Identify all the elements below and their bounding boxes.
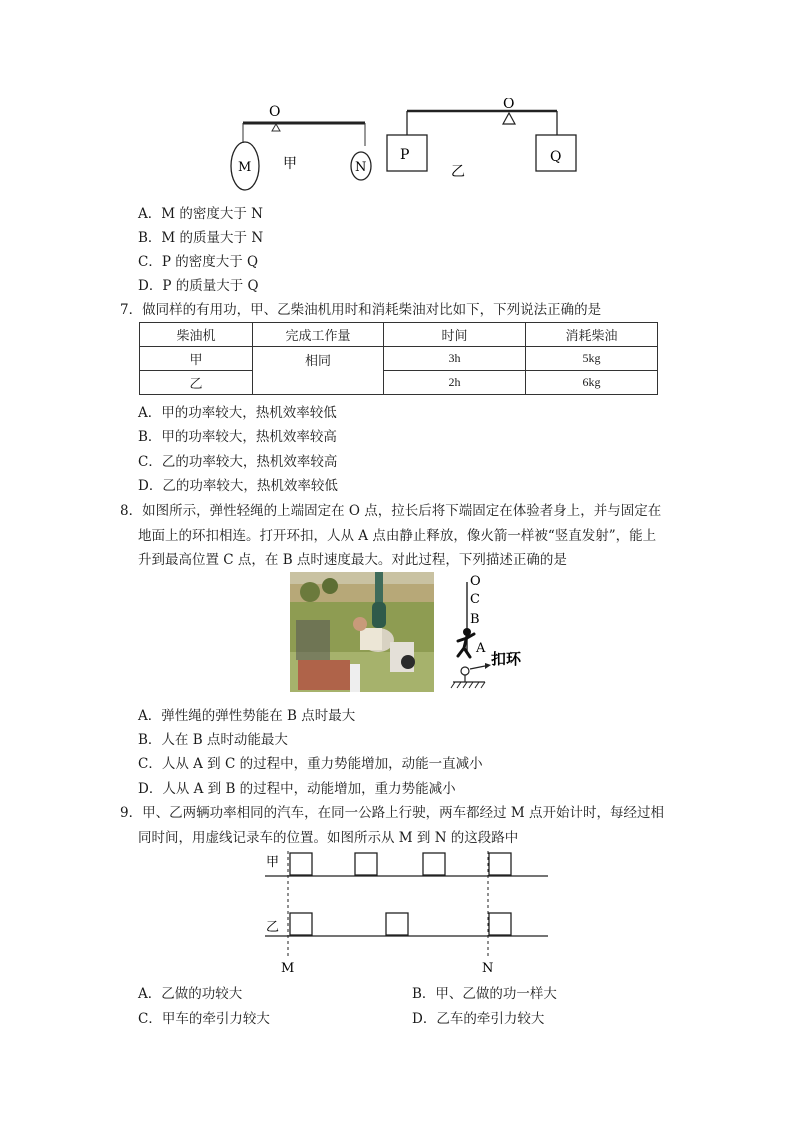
row-label-jia: 甲 [266,855,280,870]
q8-stem-line2: 地面上的环扣相连。打开环扣，人从 A 点由静止释放，像火箭一样被“竖直发射”，能上 [138,528,657,544]
q8-stem-line1: 8．如图所示，弹性轻绳的上端固定在 O 点，拉长后将下端固定在体验者身上，并与固定在 [120,503,662,519]
mass-label-p: P [400,147,410,163]
q9-option-d[interactable]: D．乙车的牵引力较大 [412,1011,545,1027]
q6-option-a[interactable]: A．M 的密度大于 N [138,206,263,222]
table-header-cell: 时间 [384,323,526,347]
point-label-c: C [470,592,480,607]
table-header-cell: 柴油机 [140,323,253,347]
caption-jia: 甲 [283,156,297,172]
table-row [140,347,658,371]
table-header-row [140,323,658,347]
q8-option-d[interactable]: D．人从 A 到 B 的过程中，动能增加，重力势能减小 [138,781,456,797]
point-label-o: O [470,574,481,589]
q7-stem: 7．做同样的有用功，甲、乙柴油机用时和消耗柴油对比如下，下列说法正确的是 [120,302,602,318]
pivot-label-jia: O [269,104,281,120]
q8-stem-line3: 升到最高位置 C 点，在 B 点时速度最大。对此过程，下列描述正确的是 [138,552,567,568]
q6-option-c[interactable]: C．P 的密度大于 Q [138,254,259,270]
q6-option-d[interactable]: D．P 的质量大于 Q [138,278,259,294]
point-label-b: B [470,612,480,627]
table-row [140,371,658,395]
table-cell: 2h [384,371,526,395]
buckle-label: 扣环 [491,650,522,668]
caption-yi: 乙 [451,164,465,180]
point-label-a: A [476,641,486,656]
table-cell: 甲 [140,347,253,371]
lever-diagrams [225,98,585,198]
q8-option-c[interactable]: C．人从 A 到 C 的过程中，重力势能增加，动能一直减小 [138,756,483,772]
q7-option-b[interactable]: B．甲的功率较大，热机效率较高 [138,429,337,445]
q8-option-a[interactable]: A．弹性绳的弹性势能在 B 点时最大 [138,708,356,724]
q7-option-c[interactable]: C．乙的功率较大，热机效率较高 [138,454,338,470]
table-cell: 相同 [253,347,384,395]
mass-label-m: M [238,160,252,175]
table-header-cell: 完成工作量 [253,323,384,347]
q9-stem-line1: 9．甲、乙两辆功率相同的汽车，在同一公路上行驶，两车都经过 M 点开始计时，每经过相 [120,805,664,821]
q6-option-b[interactable]: B．M 的质量大于 N [138,230,264,246]
q9-option-a[interactable]: A．乙做的功较大 [138,986,243,1002]
mass-label-n: N [355,160,367,175]
mass-label-q: Q [550,149,562,165]
point-label-m: M [281,961,295,976]
q7-table [139,322,658,395]
bungee-photo [290,572,434,692]
q7-option-d[interactable]: D．乙的功率较大，热机效率较低 [138,478,338,494]
table-cell: 3h [384,347,526,371]
bungee-schematic [445,570,540,694]
point-label-n: N [482,961,494,976]
q9-stem-line2: 同时间，用虚线记录车的位置。如图所示从 M 到 N 的这段路中 [138,830,519,846]
pivot-label-yi: O [503,98,515,112]
q7-option-a[interactable]: A．甲的功率较大，热机效率较低 [138,405,337,421]
q9-option-c[interactable]: C．甲车的牵引力较大 [138,1011,270,1027]
car-position-diagram [260,848,560,978]
table-cell: 乙 [140,371,253,395]
table-cell: 5kg [526,347,658,371]
table-header-cell: 消耗柴油 [526,323,658,347]
table-cell: 6kg [526,371,658,395]
q9-option-b[interactable]: B．甲、乙做的功一样大 [412,986,557,1002]
q8-option-b[interactable]: B．人在 B 点时动能最大 [138,732,288,748]
row-label-yi: 乙 [266,920,280,935]
